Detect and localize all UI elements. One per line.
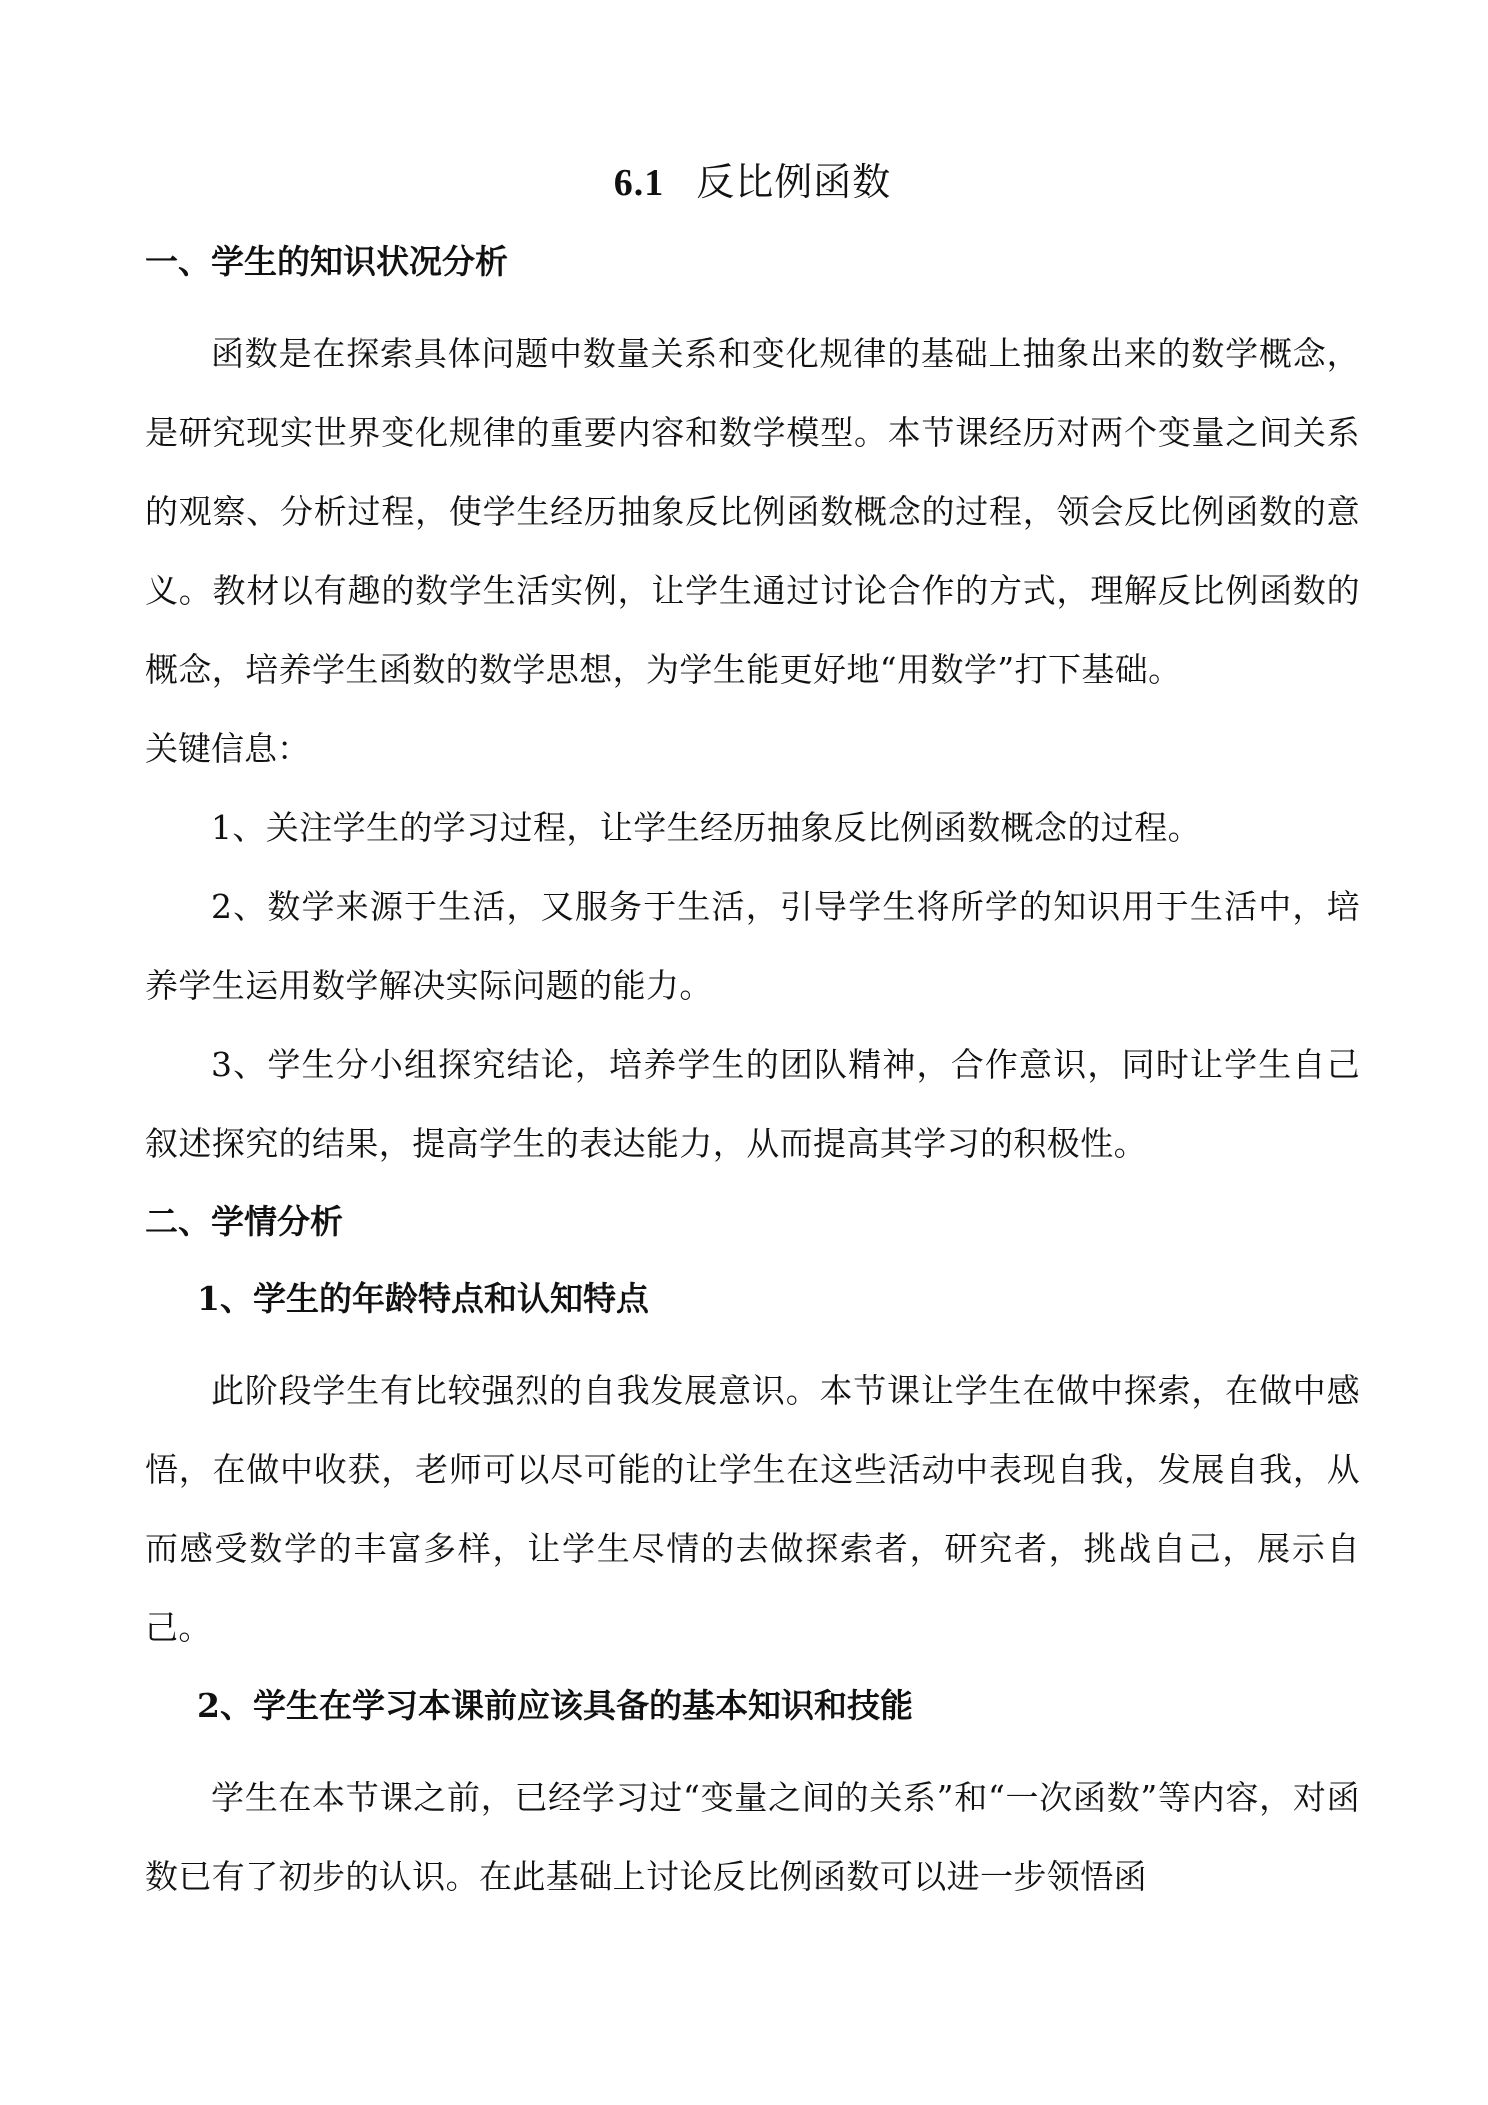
document-page bbox=[145, 140, 1360, 1916]
section1-paragraph: 函数是在探索具体问题中数量关系和变化规律的基础上抽象出来的数学概念，是研究现实世界变化规律的重要内容和数学模型。本节课经历对两个变量之间关系的观察、分析过程，使学生经历抽象反比例函数概念的过程，领会反比例函数的意义。教材以有趣的数学生活实例，让学生通过讨论合作的方式，理解反比例函数的概念，培养学生函数的数学思想，为学生能更好地“用数学”打下基础。 bbox=[145, 334, 1360, 689]
section2-sub1-heading: 1、学生的年龄特点和认知特点 bbox=[197, 1279, 649, 1318]
section2-sub2-heading: 2、学生在学习本课前应该具备的基本知识和技能 bbox=[197, 1686, 913, 1725]
section1-heading: 一、学生的知识状况分析 bbox=[145, 242, 508, 281]
title-text: 反比例函数 bbox=[696, 160, 892, 204]
key-info-item-2: 2、数学来源于生活，又服务于生活，引导学生将所学的知识用于生活中，培养学生运用数学解决实际问题的能力。 bbox=[145, 887, 1360, 1005]
key-info-label: 关键信息： bbox=[145, 729, 310, 768]
section2-sub1-paragraph: 此阶段学生有比较强烈的自我发展意识。本节课让学生在做中探索，在做中感悟，在做中收获，老师可以尽可能的让学生在这些活动中表现自我，发展自我，从而感受数学的丰富多样，让学生尽情的去做探索者，研究者，挑战自己，展示自己。 bbox=[145, 1371, 1360, 1647]
title-number: 6.1 bbox=[613, 162, 665, 204]
section2-sub2-paragraph: 学生在本节课之前，已经学习过“变量之间的关系”和“一次函数”等内容，对函数已有了初步的认识。在此基础上讨论反比例函数可以进一步领悟函 bbox=[145, 1778, 1360, 1896]
document-title bbox=[145, 158, 1360, 207]
section2-heading: 二、学情分析 bbox=[145, 1202, 343, 1241]
key-info-item-3: 3、学生分小组探究结论，培养学生的团队精神，合作意识，同时让学生自己叙述探究的结果，提高学生的表达能力，从而提高其学习的积极性。 bbox=[145, 1045, 1360, 1163]
key-info-item-1: 1、关注学生的学习过程，让学生经历抽象反比例函数概念的过程。 bbox=[211, 808, 1201, 847]
